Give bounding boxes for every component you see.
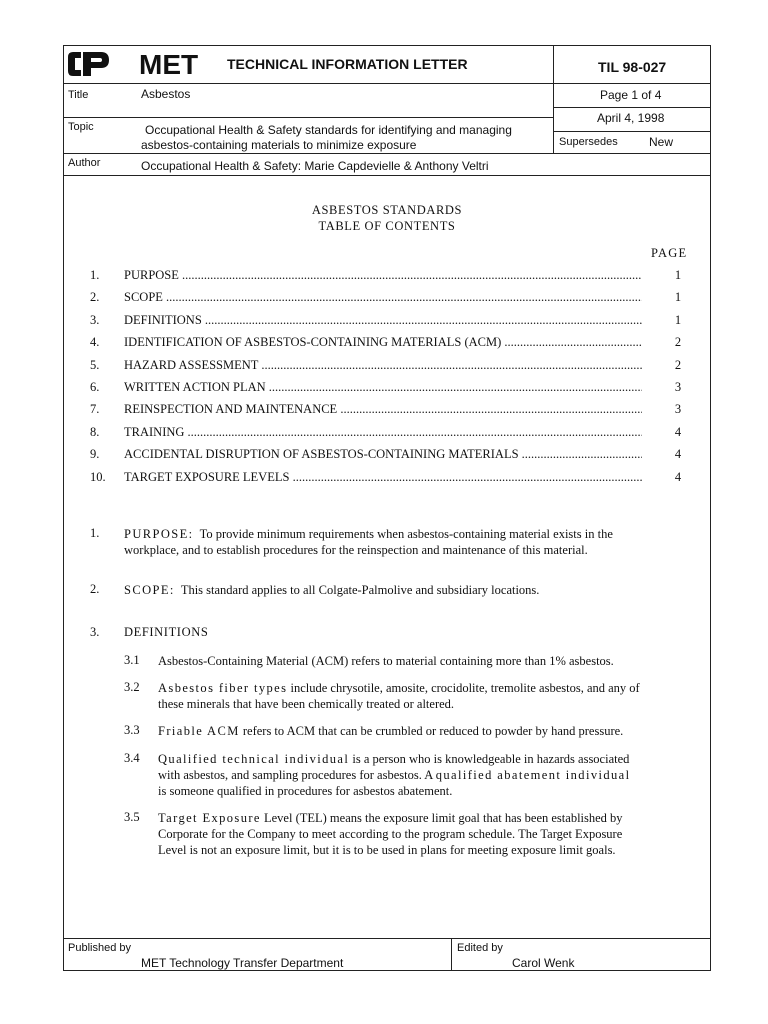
toc-entry-page: 1 xyxy=(674,290,682,305)
toc-heading: TABLE OF CONTENTS xyxy=(318,219,456,233)
purpose-paragraph xyxy=(124,526,686,558)
toc-entry-number: 1. xyxy=(90,268,100,282)
topic-line-1: Occupational Health & Safety standards for identifying and managing xyxy=(145,123,512,137)
toc-entry xyxy=(90,402,688,418)
toc-entry-label: HAZARD ASSESSMENT ..... xyxy=(124,358,642,373)
title-value: Asbestos xyxy=(141,87,191,101)
document-type: TECHNICAL INFORMATION LETTER xyxy=(227,56,468,72)
toc-entry-label: DEFINITIONS ..... xyxy=(124,313,642,328)
definition-term: qualified abatement individual xyxy=(435,768,631,782)
toc-entry-page: 2 xyxy=(674,357,682,372)
header-divider xyxy=(553,131,711,132)
toc-entry-page: 1 xyxy=(674,312,682,327)
definition-text: these minerals that have been chemically treated or altered. xyxy=(158,697,455,711)
toc-entry-label: WRITTEN ACTION PLAN ..... xyxy=(124,380,642,395)
topic-label: Topic xyxy=(68,121,94,133)
footer-divider xyxy=(451,938,452,971)
toc-entry-label: SCOPE ..... xyxy=(124,290,642,305)
definition-text: is someone qualified in procedures for asbestos abatement. xyxy=(158,784,453,798)
header-divider xyxy=(553,107,711,108)
toc-entry-number: 6. xyxy=(90,380,100,394)
toc-entry xyxy=(90,470,688,486)
toc-entry xyxy=(90,425,688,441)
toc-entry-number: 4. xyxy=(90,335,100,350)
author-value: Occupational Health & Safety: Marie Capdevielle & Anthony Veltri xyxy=(141,159,489,173)
scope-term: SCOPE: xyxy=(124,583,175,597)
definition-text: Asbestos-Containing Material (ACM) refers to material containing more than 1% asbestos. xyxy=(158,654,614,668)
toc-entry-page: 4 xyxy=(674,447,682,462)
supersedes-label: Supersedes xyxy=(559,136,618,148)
section-number: 2. xyxy=(90,582,100,596)
definition-term: Qualified technical individual xyxy=(158,752,350,766)
definition-text: is a person who is knowledgeable in hazards associated xyxy=(349,752,630,766)
published-by-value: MET Technology Transfer Department xyxy=(141,956,344,970)
toc-entry-number: 7. xyxy=(90,402,100,417)
published-by-label: Published by xyxy=(68,942,131,954)
definition-text: Level (TEL) means the exposure limit goal that has been established by xyxy=(260,811,623,825)
header-divider xyxy=(63,83,711,84)
definition-3-4 xyxy=(158,751,686,799)
subsection-number: 3.3 xyxy=(124,723,140,737)
toc-entry-label: IDENTIFICATION OF ASBESTOS-CONTAINING MATERIALS (ACM) ..... xyxy=(124,335,642,350)
definition-term: Friable ACM xyxy=(158,724,240,738)
toc-entry-page: 2 xyxy=(674,335,682,350)
section-number: 3. xyxy=(90,625,100,639)
toc-entry xyxy=(90,380,688,396)
toc-entry-label: TARGET EXPOSURE LEVELS ..... xyxy=(124,470,642,485)
scope-paragraph xyxy=(124,582,686,598)
toc-entry-label: REINSPECTION AND MAINTENANCE ..... xyxy=(124,402,642,417)
definitions-heading: DEFINITIONS xyxy=(124,625,209,639)
subsection-number: 3.5 xyxy=(124,810,140,824)
toc-entry xyxy=(90,447,688,463)
toc-entry xyxy=(90,335,688,351)
definition-term: Target Exposure xyxy=(158,811,261,825)
purpose-text-2: workplace, and to establish procedures for the reinspection and maintenance of this material. xyxy=(124,543,588,557)
toc-entry-number: 8. xyxy=(90,424,100,439)
header-divider xyxy=(63,117,553,118)
toc-entry-page: 4 xyxy=(674,469,682,484)
toc-entry xyxy=(90,290,688,306)
footer-divider xyxy=(63,938,711,939)
definition-3-1 xyxy=(158,653,686,669)
definition-3-2 xyxy=(158,680,686,712)
section-number: 1. xyxy=(90,526,100,540)
definition-text: Corporate for the Company to meet according to the program schedule. The Target Exposure xyxy=(158,827,623,841)
definition-text: include chrysotile, amosite, crocidolite, tremolite asbestos, and any of xyxy=(287,681,640,695)
header-divider xyxy=(553,45,554,154)
header-divider xyxy=(63,153,711,154)
definition-3-5 xyxy=(158,810,686,858)
definition-3-3 xyxy=(158,723,686,739)
document-heading: ASBESTOS STANDARDS xyxy=(311,203,463,217)
definition-text: Level is not an exposure limit, but it is to be used in plans for meeting exposure limit goals. xyxy=(158,843,616,857)
purpose-text-1: To provide minimum requirements when asbestos-containing material exists in the xyxy=(199,527,613,541)
edited-by-value: Carol Wenk xyxy=(512,956,575,970)
colgate-palmolive-logo-icon xyxy=(67,50,111,78)
edited-by-label: Edited by xyxy=(457,942,503,954)
toc-entry xyxy=(90,313,688,329)
toc-entry-number: 9. xyxy=(90,447,100,462)
definition-text: with asbestos, and sampling procedures for asbestos. A xyxy=(158,768,436,782)
header-divider xyxy=(63,175,711,176)
toc-entry-number: 2. xyxy=(90,290,100,305)
toc-entry xyxy=(90,268,688,284)
issue-date: April 4, 1998 xyxy=(597,111,665,125)
toc-entry-number: 5. xyxy=(90,357,100,372)
definition-text: refers to ACM that can be crumbled or reduced to powder by hand pressure. xyxy=(239,724,624,738)
toc-entry-label: TRAINING ..... xyxy=(124,425,642,440)
toc-entry-number: 10. xyxy=(90,469,106,484)
toc-entry-page: 3 xyxy=(674,380,682,394)
toc-entry-label: PURPOSE ..... xyxy=(124,268,642,283)
subsection-number: 3.4 xyxy=(124,751,140,765)
definition-term: Asbestos fiber types xyxy=(158,681,288,695)
subsection-number: 3.2 xyxy=(124,680,140,694)
toc-entry xyxy=(90,358,688,374)
toc-entry-page: 3 xyxy=(674,402,682,417)
til-number: TIL 98-027 xyxy=(598,59,667,75)
title-label: Title xyxy=(68,89,89,101)
subsection-number: 3.1 xyxy=(124,653,140,667)
page-info: Page 1 of 4 xyxy=(600,88,662,102)
brand-name: MET xyxy=(139,49,199,80)
toc-entry-page: 4 xyxy=(674,424,682,439)
author-label: Author xyxy=(68,157,101,169)
purpose-term: PURPOSE: xyxy=(124,527,194,541)
toc-entry-page: 1 xyxy=(674,268,682,282)
topic-line-2: asbestos-containing materials to minimize exposure xyxy=(141,138,417,152)
toc-entry-label: ACCIDENTAL DISRUPTION OF ASBESTOS-CONTAINING MATERIALS ..... xyxy=(124,447,642,462)
page-column-header: PAGE xyxy=(651,246,688,260)
scope-text: This standard applies to all Colgate-Palmolive and subsidiary locations. xyxy=(180,583,540,597)
toc-entry-number: 3. xyxy=(90,312,100,327)
supersedes-value: New xyxy=(649,135,674,149)
